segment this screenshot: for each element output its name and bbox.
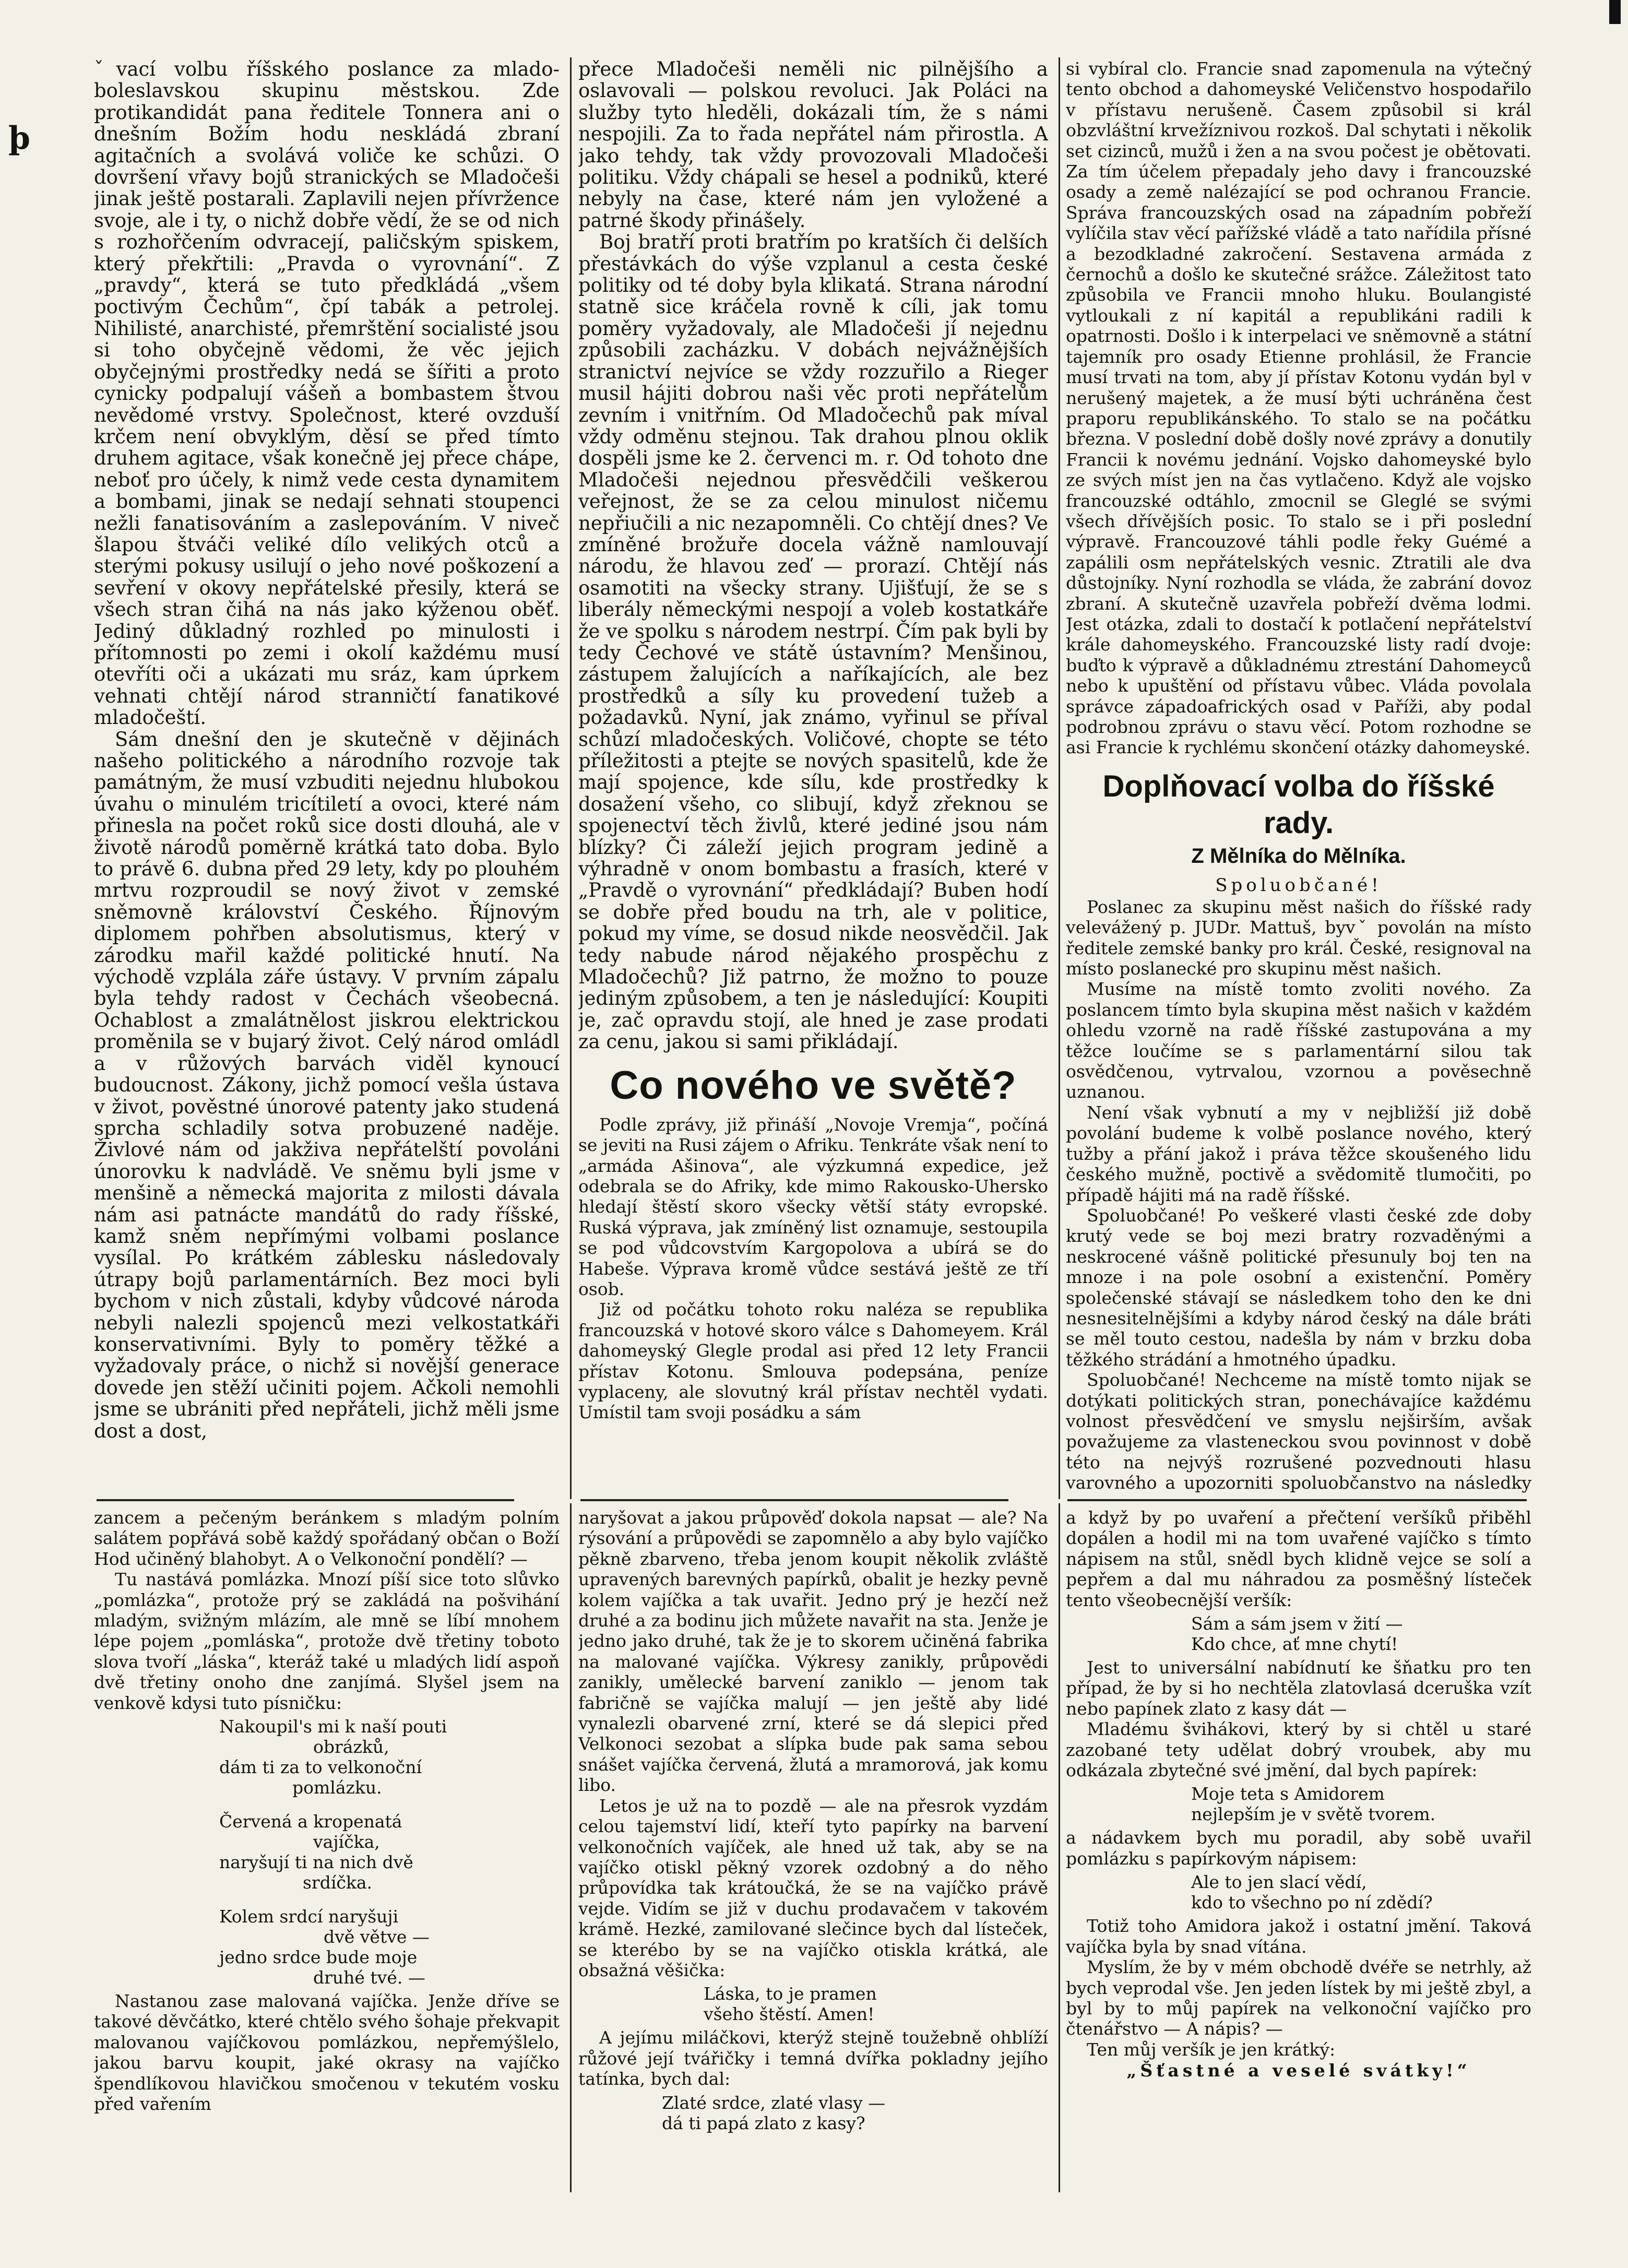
news-paragraph: Již od počátku tohoto roku naléza se republika francouzská v hotové skoro válce s Dahomeyem. Král dahomeyský Glegle prodal asi před 12 lety Francii přístav Kotonu. Smlouva podepsána, peníze vyplaceny, ale slovutný král přístav nechtěl vydati. Umístil tam svoji posádku a sám: [578, 1299, 1048, 1423]
notice-headline: Doplňovací volba do říšské rady.: [1102, 769, 1495, 840]
article-paragraph: Boj bratří proti bratřím po kratších či delších přestávkách do výše vzplanul a cesta české politiky od té doby byla klikatá. Strana národní statně sice kráčela rovně k cíli, jak tomu poměry vyžadovaly, ale Mladočeši jí nejednu způsobili zacházku. V dobách nejvážnějších stranictví nejvíce se vždy rozzuřilo a Rieger musil hájiti dobrou naši věc proti nepřátelům zevním i vnitřním. Od Mladočechů pak míval vždy odměnu stejnou. Tak drahou plnou oklik dospěli jsme ke 2. červenci m. r. Od tohoto dne Mladočeši nejednou přesvědčili veškerou veřejnost, že se za celou minulost ničemu nepřiučili a nic nezapomněli. Co chtějí dnes? Ve zmíněné brožuře docela vážně namlouvají národu, že hlavou zeď — prorazí. Chtějí nás osamotiti na všecky strany. Ujišťují, že se s liberály německými nespojí a voleb kostatkáře že ve spolku s národem nestrpí. Čím pak byli by tedy Čechové ve státě ústavním? Menšinou, zástupem žalujících a naříkajících, ale bez prostředků a síly ku provedení tužeb a požadavků. Nyní, jak známo, vyřinul se příval schůzí mladočeských. Voličové, chopte se této příležitosti a ptejte se nových spasitelů, kde že mají spojence, kde sílu, kde prostředky k dosažení všeho, co slibují, když zřeknou se spojenectví těch živlů, které jediné jsou nám blízky? Či záleží jejich program jedině a výhradně v onom bombastu a frasích, které v „Pravdě o vyrovnání“ předkládají? Buben hodí se dobře před boudu na trh, ale v politice, pokud my víme, se dosud nikde neosvědčil. Jak tedy nabude národ nějakého prospěchu z Mladočechů? Již patrno, že možno to pouze jediným způsobem, a ten je následující: Koupiti je, zač opravdu stojí, ale hned je zase prodati za cenu, jakou si sami přikládají.: [578, 231, 1048, 1053]
feuilleton-paragraph: A jejímu miláčkovi, kterýž stejně toužebně ohblíží růžové její tvářičky i temná dvířka pokladny jejího tatínka, bych dal:: [578, 2027, 1048, 2089]
notice-greeting: Spoluobčané!: [1215, 874, 1382, 896]
lower-column-2: [578, 1507, 1048, 2196]
column-rule: [570, 57, 572, 1499]
feuilleton-paragraph: Myslím, že by v mém obchodě dvéře se netrhly, až bych veprodal vše. Jen jeden lístek by mi ještě zbyl, a byl by to můj papírek na velkonoční vajíčko pro čtenářstvo — A nápis? —: [1066, 1957, 1531, 2039]
verse-line: pomlázku.: [292, 1777, 382, 1798]
feuilleton-paragraph: Mladému švihákovi, který by si chtěl u staré zazobané tety udělat dobrý vroubek, aby mu odkázala zbytečné své jmění, dal bych papírek:: [1066, 1719, 1531, 1781]
article-paragraph: Sám dnešní den je skutečně v dějinách našeho politického a národního rozvoje tak památným, že musí vzbuditi nejednu hlubokou úvahu o minulém tricítiletí a ovoci, které nám přinesla na počet roků sice dosti dlouhá, ale v životě národů poměrně krátká tato doba. Bylo to právě 6. dubna před 29 lety, kdy po plouhém mrtvu rozproudil se nový život v zemské sněmovně království Českého. Říjnovým diplomem pohřben absolutismus, který v zárodku mařil každé politické hnutí. Na východě vzplála záře ústavy. V prvním zápalu byla tehdy radost v Čechách všeobecná. Ochablost a zmalátnělost jiskrou elektrickou proměnila se v bujarý život. Celý národ omládl a v růžových barvách viděl kynoucí budoucnost. Zákony, jichž pomocí vešla ústava v život, pověstné únorové patenty jako studená sprcha schladily sotva probuzené naděje. Živlové nám od jakživa nepřátelští povoláni únorovku k nadvládě. Ve sněmu byli jsme v menšině a německá majorita z milosti dávala nám asi patnácte mandátů do rady říšské, kamž sněm nepřímými volbami poslance vysílal. Po krátkém záblesku následovaly útrapy bojů parlamentárních. Bez moci byli bychom v nich zůstali, kdyby vůdcové národa nebyli nalezli spojenců mezi velkostatkáři konservativními. Byly to poměry těžké a vyžadovaly práce, o nichž si novější generace dovede jen stěží učiniti pojem. Ačkoli nemohli jsme se ubrániti před nepřáteli, jichž měli jsme dost a dost,: [94, 728, 560, 1442]
article-paragraph: ˇvací volbu říšského poslance za mlado-boleslavskou skupinu městskou. Zde protikandidát pana ředitele Tonnera ani o dnešním Božím hodu neskládá zbraní agitačních a svolává voliče ke schůzi. O dovršení vřavy bojů stranických se Mladočeši jinak ještě postarali. Zaplavili nejen přívržence svoje, ale i ty, o nichž dobře vědí, že se od nich s rozhořčením odvracejí, paličským spiskem, který překřtili: „Pravda o vyrovnání“. Z „pravdy“, která se tuto předkládá „všem poctivým Čechům“, čpí tabák a petrolej. Nihilisté, anarchisté, přemrštění socialisté jsou si toho obyčejně vědomi, že věc jejich obyčejnými prostředky nedá se šířiti a proto cynicky podpalují vášeň a bombastem štvou nevědomé vrstvy. Společnost, které ovzduší krčem není obvyklým, děsí se před tímto druhem agitace, však konečně jej přece chápe, neboť pro účely, k nimž vede cesta dynamitem a bombami, jinak se nedají sehnati stoupenci nežli fanatisováním a zaslepováním. V niveč šlapou štváči veliké dílo velikých otců a sterými pokusy usilují o jeho nové poškození a sevření v okovy nepřátelské přesily, která se všech stran čihá na nás jako kýženou oběť. Jediný důkladný rozhled po minulosti i přítomnosti po zemi i okolí každému musí otevříti oči a ukázati mu sráz, kam úprkem vehnati chtějí národ stranničtí fanatikové mladočeští.: [94, 58, 560, 729]
verse: [1066, 1613, 1531, 1654]
feuilleton-paragraph: Letos je už na to pozdě — ale na přesrok vyzdám celou tajemství lidí, kteří tyto papírky na barvení velkonočních vajíček, ale hned už tak, aby se na vajíčko otiskl pěkný vzorek ozdobný a do něho průpovídka tak krátoučká, že se na vajíčko právě vejde. Vidím se již v duchu prodavačem v takovém krámě. Hezké, zamilované slečince bych dal lísteček, se kterébo by se na vajíčko otiskla krátká, ale obsažná věšička:: [578, 1795, 1048, 1980]
verse-line: dvě větve —: [324, 1927, 430, 1948]
closing-greeting: „Šťastné a veselé svátky!“: [1126, 2060, 1471, 2081]
verse: [94, 1716, 560, 1988]
upper-column-3: [1066, 58, 1531, 1493]
notice-paragraph: Poslanec za skupinu měst našich do říšské rady velevážený p. JUDr. Mattuš, byvˇ povolán na místo ředitele zemské banky pro král. České, resignoval na místo poslanecké pro skupinu měst našich.: [1066, 896, 1531, 979]
verse-line: vajíčka,: [313, 1832, 380, 1853]
verse-line: jedno srdce bude moje: [219, 1947, 418, 1968]
section-divider: [580, 1499, 1008, 1501]
verse-line: Láska, to je pramen: [704, 1984, 877, 2004]
verse-line: Červená a kropenatá: [219, 1811, 402, 1832]
feuilleton-paragraph: Nastanou zase malovaná vajíčka. Jenže dříve se takové děvčátko, které chtělo svého šohaje překvapit malovanou vajíčkovou pomlázkou, nepřemýšlelo, jakou barvu koupit, jaké okrasy na vajíčko špendlíkovou hlavičkou smočenou v tekutém vosku před vařením: [94, 1991, 560, 2115]
news-headline: Co nového ve světě?: [610, 1063, 1017, 1108]
verse-line: Kdo chce, ať mne chytí!: [1191, 1634, 1398, 1655]
notice-paragraph: Spoluobčané! Nechceme na místě tomto nijak se dotýkati politických stran, ponechávajíce každému volnost přesvědčení ve smyslu nejširším, avšak považujeme za vlasteneckou svou povinnost v době této na nejvýš rozrušené pozvednouti hlasu varovného a upozorniti spoluobčanstvo na následky: [1066, 1370, 1531, 1493]
feuilleton-paragraph: a když by po uvaření a přečtení veršíků přiběhl dopálen a hodil mi na tom uvařené vajíčko s tímto nápisem na stůl, snědl bych klidně vejce se solí a pepřem a dal mu náhradou za posměšný lísteček tento všeobecnější veršík:: [1066, 1507, 1531, 1610]
verse-line: obrázků,: [313, 1737, 389, 1758]
feuilleton-paragraph: Ten můj veršík je jen krátký:: [1087, 2039, 1336, 2060]
feuilleton-paragraph: zancem a pečeným beránkem s mladým polním salátem popřává sobě každý spořádaný občan o Boží Hod učiněný blahobyt. A o Velkonoční pondělí? —: [94, 1507, 560, 1569]
corner-print-mark: [1609, 0, 1621, 24]
verse: [578, 2093, 1048, 2133]
verse-line: kdo to všechno po ní zdědí?: [1191, 1892, 1433, 1913]
verse-line: naryšují ti na nich dvě: [219, 1852, 413, 1873]
feuilleton-paragraph: Totiž toho Amidora jakož i ostatní jmění. Taková vajíčka byla by snad vítána.: [1066, 1916, 1531, 1957]
verse-line: všeho štěstí. Amen!: [704, 2004, 875, 2025]
lower-column-3: [1066, 1507, 1531, 2196]
verse-line: nejlepším je v světě tvorem.: [1191, 1804, 1436, 1825]
column-rule: [1059, 57, 1060, 1499]
section-divider: [97, 1499, 514, 1501]
section-divider: [1067, 1499, 1527, 1501]
lower-column-1: [94, 1507, 560, 2196]
news-paragraph: Podle zprávy, již přináší „Novoje Vremja“, počíná se jeviti na Rusi zájem o Afriku. Tenkráte však není to „armáda Ašinova“, ale výzkumná expedice, jež odebrala se do Afriky, kde mimo Rakousko-Uhersko hledají štěstí skoro všecky větší státy evropské. Ruská výprava, jak zmíněný list oznamuje, sestoupila se pod vůdcovstvím Kargopolova a ubírá se do Habeše. Výprava kromě vůdce sestává ještě ze tří osob.: [578, 1114, 1048, 1299]
notice-subheadline: Z Mělníka do Mělníka.: [1191, 844, 1406, 868]
verse-line: Nakoupil's mi k naší pouti: [219, 1716, 447, 1737]
verse-line: dá ti papá zlato z kasy?: [662, 2112, 865, 2133]
verse-line: Zlaté srdce, zlaté vlasy —: [662, 2092, 886, 2113]
verse: [1066, 1784, 1531, 1824]
verse-line: dám ti za to velkonoční: [219, 1757, 422, 1778]
verse-line: Moje teta s Amidorem: [1191, 1784, 1385, 1804]
verse-line: Kolem srdcí naryšuji: [219, 1906, 399, 1927]
upper-column-1: [94, 58, 560, 1493]
verse-line: Ale to jen slací vědí,: [1191, 1872, 1367, 1893]
notice-paragraph: Není však vybnutí a my v nejbližší již době povolání budeme k volbě poslance nového, který tužby a přání jakož i práva těžce skoušeného lidu českého mužně, poctivě a svědomitě tlumočiti, po případě hájiti má na radě říšské.: [1066, 1102, 1531, 1205]
article-paragraph: přece Mladočeši neměli nic pilnějšího a oslavovali — polskou revoluci. Jak Poláci na služby tyto hleděli, dokázali tím, že s námi nespojili. Za to řada nepřátel nám přirostla. A jako tehdy, tak vždy provozovali Mladočeši politiku. Vždy chápali se hesel a podniků, které nebyly na čase, které nám jen vyložené a patrné škody přinášely.: [578, 58, 1048, 232]
feuilleton-paragraph: a nádavkem bych mu poradil, aby sobě uvařil pomlázku s papírkovým nápisem:: [1066, 1827, 1531, 1869]
feuilleton-paragraph: naryšovat a jakou průpověď dokola napsat — ale? Na rýsování a průpovědi se zapomnělo a aby bylo vajíčko pěkně zbarveno, třeba jenom koupit několik zvláště upravených barevných papírků, obalit je hezky pevně kolem vajíčka a tak uvařit. Jedno prý je hezčí než druhé a za bodinu jich můžete navařit na sta. Jenže je jedno jako druhé, tak že je to skorem učiněná fabrika na malované vajíčka. Výkresy zanikly, průpovědi zanikly, umělecké barvení zaniklo — jenom tak fabričně se vajíčka malují — jen ještě aby lidé vynalezli obarvené zrní, které se dá slepici před Velkonoci sezobat a slípka bude pak sama sebou snášet vajíčka červená, žlutá a mramorová, jak komu libo.: [578, 1507, 1048, 1796]
notice-paragraph: Musíme na místě tomto zvoliti nového. Za poslancem tímto byla skupina měst našich v každém ohledu vzorně na radě říšské zastupována a my těžce loučíme se s parlamentární silou tak osvědčenou, vytrvalou, vzornou a pověsechně uznanou.: [1066, 979, 1531, 1102]
column-rule: [570, 1503, 572, 2192]
feuilleton-paragraph: Jest to universální nabídnutí ke šňatku pro ten případ, že by si ho nechtěla zlatovlasá dceruška vzít nebo papínek zlato z kasy dát —: [1066, 1657, 1531, 1719]
feuilleton-paragraph: Tu nastává pomlázka. Mnozí píší sice toto slůvko „pomlázka“, protože prý se zakládá na pošvihání mladým, svižným mlázím, ale mně se líbí mnohem lépe pojem „pomláska“, protože dvě třetiny toboto slova tvoří „láska“, kteráž také u mladých lidí aspoň dvě třetiny onoho dne zanjímá. Slyšel jsem na venkově kdysi tuto písničku:: [94, 1569, 560, 1713]
column-rule: [1059, 1503, 1060, 2192]
upper-column-2: [578, 58, 1048, 1493]
notice-paragraph: Spoluobčané! Po veškeré vlasti české zde doby krutý vede se boj mezi bratry rozvaděnými a neskrocené vášně politické přesunuly boj ten na mnoze i na pole osobní a existenční. Poměry společenské stávají se následkem toho den ke dni nesnesitelnějšími a kdyby národ český na dále bráti se měl touto cestou, nadešla by nám v brzku doba těžkého strádání a hmotného úpadku.: [1066, 1205, 1531, 1370]
verse-line: srdíčka.: [303, 1872, 373, 1893]
news-paragraph: si vybíral clo. Francie snad zapomenula na výtečný tento obchod a dahomeyské Veličenstvo hospodařilo v přístavu nerušeně. Časem způsobil si král obzvláštní krvežíznivou rozkoš. Dal schytati i několik set cizinců, mužů i žen a na svou počest je obětovati. Za tím účelem přepadaly jeho davy i francouzské osady a země nalézající se pod ochranou Francie. Správa francouzských osad na západním pobřeží vylíčila stav věcí pařížské vládě a tato nařídila přísné a bezodkladné zakročení. Sestavena armáda z černochů a došlo ke skutečné srážce. Záležitost tato způsobila ve Francii mnoho hluku. Boulangisté vytloukali z ní kapitál a republikáni radili k opatrnosti. Došlo i k interpelaci ve sněmovně a státní tajemník pro osady Etienne prohlásil, že Francie musí trvati na tom, aby jí přístav Kotonu vydán byl v nerušený majetek, a že musí býti uchráněna čest praporu republikánského. To stalo se na počátku března. V poslední době došly nové zprávy a donutily Francii k novému jednání. Vojsko dahomeyské bylo ze svých míst jen na čas vytlačeno. Když ale vojsko francouzské odtáhlo, zmocnil se Gleglé se svými všech dřívějších posic. To stalo se i při poslední výpravě. Francouzové táhli podle řeky Guémé a zapálili osm nepřátelských vesnic. Ztratili ale dva důstojníky. Nyní rozhodla se vláda, že zabrání dovoz zbraní. A skutečně uzavřela pobřeží dvěma lodmi. Jest otázka, zdali to dostačí k potlačení nepřátelství krále dahomeyského. Francouzské listy radí dvoje: buďto k výpravě a důkladnému ztrestání Dahomeyců nebo k upuštění od přístavu vůbec. Vláda povolala správce západoafrických osad v Paříži, aby podal podrobnou zprávu o stavu věcí. Potom rozhodne se asi Francie k rychlému skončení otázky dahomeyské.: [1066, 58, 1531, 758]
verse: [578, 1984, 1048, 2024]
verse-line: Sám a sám jsem v žití —: [1191, 1613, 1403, 1634]
verse-line: druhé tvé. —: [313, 1967, 425, 1988]
verse: [1066, 1872, 1531, 1913]
margin-mark: þ: [8, 120, 30, 157]
